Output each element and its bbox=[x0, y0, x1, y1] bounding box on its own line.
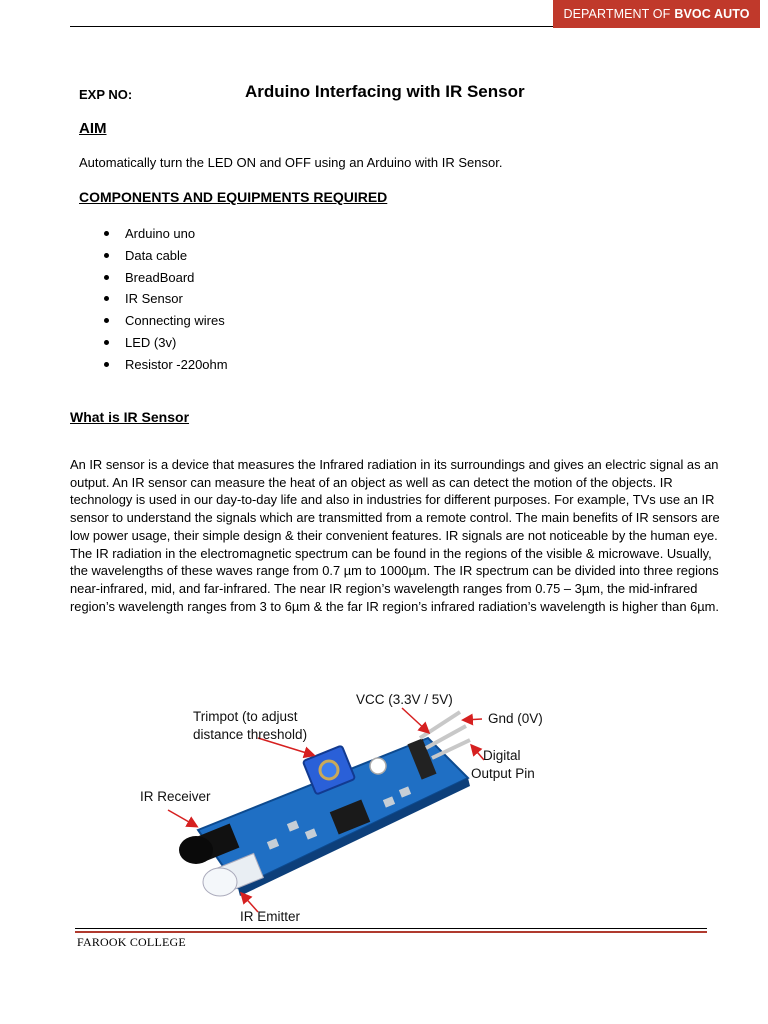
department-badge bbox=[553, 0, 760, 28]
department-name: BVOC AUTO bbox=[674, 7, 750, 21]
list-item: Connecting wires bbox=[104, 310, 228, 332]
aim-text: Automatically turn the LED ON and OFF using an Arduino with IR Sensor. bbox=[79, 155, 503, 170]
exp-no-label: EXP NO: bbox=[79, 87, 133, 102]
ir-sensor-heading: What is IR Sensor bbox=[70, 409, 190, 425]
list-item: Data cable bbox=[104, 245, 228, 267]
label-digital-2: Output Pin bbox=[471, 766, 535, 781]
list-item: IR Sensor bbox=[104, 288, 228, 310]
ir-sensor-figure bbox=[138, 680, 558, 930]
ir-sensor-paragraph: An IR sensor is a device that measures the Infrared radiation in its surroundings and gives an electric signal as an output. An IR sensor can measure the heat of an object as well as can detect the motion of the objects. IR technology is used in our day-to-day life and also in industries for different purposes. For example, TVs use an IR sensor to understand the signals which are transmitted from a remote control. The main benefits of IR sensors are low power usage, their simple design & their convenient features. IR signals are not noticeable by the human eye. The IR radiation in the electromagnetic spectrum can be found in the regions of the visible & microwave. Usually, the wavelengths of these waves range from 0.7 µm to 1000µm. The IR spectrum can be divided into three regions near-infrared, mid, and far-infrared. The near IR region’s wavelength ranges from 0.75 – 3µm, the mid-infrared region’s wavelength ranges from 3 to 6µm & the far IR region’s infrared radiation’s wavelength is higher than 6µm. bbox=[70, 457, 720, 614]
components-list bbox=[104, 223, 228, 376]
label-ir-emitter: IR Emitter bbox=[240, 909, 301, 924]
components-heading: COMPONENTS AND EQUIPMENTS REQUIRED bbox=[79, 189, 388, 205]
label-trimpot-1: Trimpot (to adjust bbox=[193, 709, 298, 724]
list-item: Arduino uno bbox=[104, 223, 228, 245]
label-digital-1: Digital bbox=[483, 748, 521, 763]
footer-rule-accent bbox=[75, 931, 707, 933]
footer-college: FAROOK COLLEGE bbox=[77, 935, 186, 949]
label-trimpot-2: distance threshold) bbox=[193, 727, 308, 742]
list-item: BreadBoard bbox=[104, 267, 228, 289]
header-rule bbox=[70, 26, 554, 27]
aim-heading: AIM bbox=[79, 120, 107, 137]
label-ir-receiver: IR Receiver bbox=[140, 789, 211, 804]
list-item: Resistor -220ohm bbox=[104, 354, 228, 376]
page-title: Arduino Interfacing with IR Sensor bbox=[245, 82, 525, 101]
list-item: LED (3v) bbox=[104, 332, 228, 354]
label-vcc: VCC (3.3V / 5V) bbox=[356, 692, 453, 707]
label-gnd: Gnd (0V) bbox=[488, 711, 543, 726]
footer-rule bbox=[75, 928, 707, 929]
department-prefix: DEPARTMENT OF bbox=[563, 7, 671, 21]
